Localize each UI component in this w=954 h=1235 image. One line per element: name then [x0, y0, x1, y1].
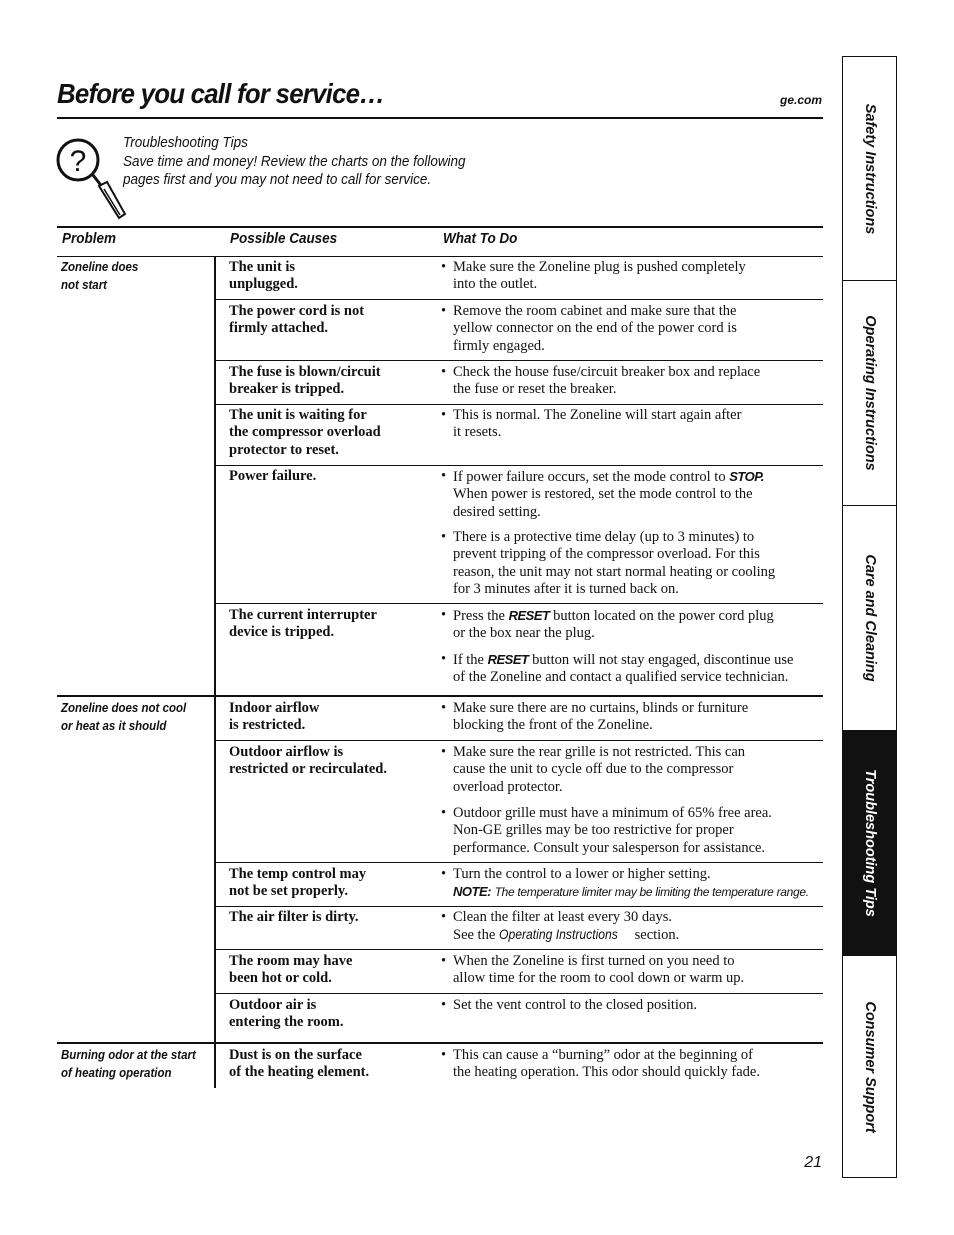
header-problem: Problem — [62, 231, 116, 247]
cause-text: Outdoor air is entering the room. — [229, 997, 344, 1031]
todo-item: • If power failure occurs, set the mode control to STOP. When power is restored, set the mode control to the desired setting. — [441, 468, 764, 520]
tips-line: pages first and you may not need to call for service. — [123, 172, 432, 188]
todo-item: • Set the vent control to the closed position. — [441, 997, 698, 1013]
troubleshooting-tips-intro — [123, 134, 466, 190]
todo-item: • Turn the control to a lower or higher setting. NOTE: The temperature limiter may be limiting the temperature range. — [441, 866, 809, 900]
row-divider — [215, 360, 823, 361]
column-divider — [214, 256, 216, 1088]
todo-item: • This is normal. The Zoneline will start again after it resets. — [441, 407, 742, 441]
cause-text: The unit is waiting for the compressor overload protector to reset. — [229, 407, 381, 458]
cause-text: The temp control may not be set properly. — [229, 866, 367, 900]
page-number: 21 — [804, 1154, 822, 1171]
row-divider — [215, 862, 823, 863]
todo-item: • Check the house fuse/circuit breaker box and replace the fuse or reset the breaker. — [441, 364, 761, 398]
reset-keyword: RESET — [508, 608, 550, 623]
section-divider — [57, 1042, 823, 1044]
cause-text: Power failure. — [229, 468, 317, 484]
todo-item: • Outdoor grille must have a minimum of 65% free area. Non-GE grilles may be too restrictive for proper performance. Consult your salesperson for assistance. — [441, 805, 772, 856]
tab-troubleshooting-tips[interactable]: Troubleshooting Tips — [843, 731, 896, 956]
problem-label: Zoneline does not start — [61, 260, 139, 292]
todo-item: • This can cause a “burning” odor at the beginning of the heating operation. This odor should quickly fade. — [441, 1047, 760, 1081]
table-header-rule — [57, 256, 823, 257]
tab-safety-instructions[interactable]: Safety Instructions — [843, 57, 896, 281]
stop-keyword: STOP. — [729, 469, 764, 484]
row-divider — [215, 404, 823, 405]
page-title: Before you call for service… — [57, 78, 385, 109]
note-label: NOTE: — [453, 884, 491, 900]
site-url[interactable]: ge.com — [779, 93, 822, 107]
cause-text: The fuse is blown/circuit breaker is tripped. — [229, 364, 381, 398]
cause-text: The power cord is not firmly attached. — [229, 303, 365, 337]
tips-heading: Troubleshooting Tips — [123, 135, 248, 151]
row-divider — [215, 949, 823, 950]
cause-text: The air filter is dirty. — [229, 909, 359, 925]
table-top-rule — [57, 226, 823, 228]
problem-label: Burning odor at the start of heating operation — [61, 1048, 196, 1080]
todo-item: • Make sure the rear grille is not restricted. This can cause the unit to cycle off due to the compressor overload protector. — [441, 744, 746, 795]
todo-item: • Make sure there are no curtains, blinds or furniture blocking the front of the Zoneline. — [441, 700, 749, 734]
todo-item: • When the Zoneline is first turned on you need to allow time for the room to cool down or warm up. — [441, 953, 745, 987]
todo-item: • Clean the filter at least every 30 days. See the Operating Instructions section. — [441, 909, 680, 944]
cause-text: The unit is unplugged. — [229, 259, 298, 293]
cause-text: The room may have been hot or cold. — [229, 953, 353, 987]
header-todo: What To Do — [443, 231, 518, 247]
todo-item: • Remove the room cabinet and make sure that the yellow connector on the end of the power cord is firmly engaged. — [441, 303, 737, 354]
tab-care-and-cleaning[interactable]: Care and Cleaning — [843, 506, 896, 731]
title-rule — [57, 117, 823, 119]
todo-item: • Press the RESET button located on the power cord plug or the box near the plug. — [441, 607, 774, 642]
operating-instructions-ref: Operating Instructions — [498, 927, 618, 943]
cause-text: Indoor airflow is restricted. — [229, 700, 320, 734]
problem-label: Zoneline does not cool or heat as it should — [61, 701, 187, 733]
reset-keyword: RESET — [487, 652, 529, 667]
cause-text: Dust is on the surface of the heating element. — [229, 1047, 370, 1081]
todo-item: • If the RESET button will not stay engaged, discontinue use of the Zoneline and contact a qualified service technician. — [441, 651, 794, 686]
row-divider — [215, 465, 823, 466]
header-causes: Possible Causes — [230, 231, 338, 247]
todo-item: • Make sure the Zoneline plug is pushed completely into the outlet. — [441, 259, 746, 293]
note-text: The temperature limiter may be limiting the temperature range. — [494, 885, 809, 900]
cause-text: Outdoor airflow is restricted or recirculated. — [229, 744, 387, 778]
tab-consumer-support[interactable]: Consumer Support — [861, 1000, 878, 1133]
row-divider — [215, 603, 823, 604]
tab-operating-instructions[interactable]: Operating Instructions — [843, 281, 896, 506]
row-divider — [215, 740, 823, 741]
row-divider — [215, 993, 823, 994]
row-divider — [215, 299, 823, 300]
cause-text: The current interrupter device is tripped. — [229, 607, 377, 641]
todo-item: • There is a protective time delay (up to 3 minutes) to prevent tripping of the compressor overload. For this reason, the unit may not start normal heating or cooling for 3 minutes after it is turned back on. — [441, 529, 776, 597]
section-divider — [57, 695, 823, 697]
tips-line: Save time and money! Review the charts on the following — [123, 153, 466, 170]
svg-text:?: ? — [69, 145, 87, 178]
section-tabs — [842, 56, 897, 1178]
row-divider — [215, 906, 823, 907]
